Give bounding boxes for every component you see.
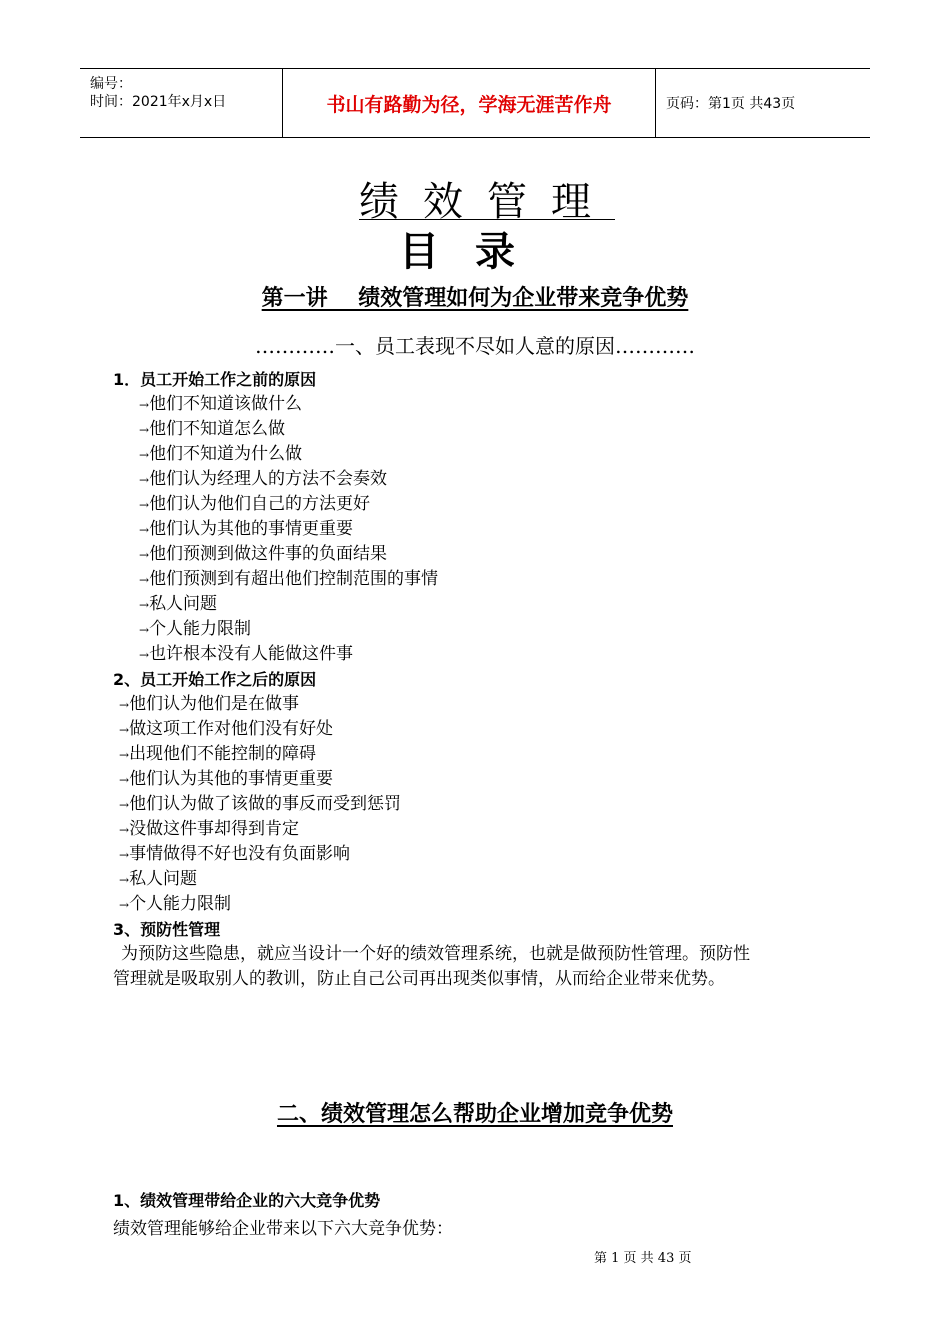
arrow-right-icon: → xyxy=(119,873,130,887)
section1-list xyxy=(113,392,853,667)
list-item xyxy=(113,742,853,767)
list-item xyxy=(113,392,853,417)
list-item xyxy=(113,517,853,542)
arrow-right-icon: → xyxy=(119,798,130,812)
list-item-text: 他们认为做了该做的事反而受到惩罚 xyxy=(129,794,402,814)
list-item-text: 出现他们不能控制的障碍 xyxy=(129,744,317,764)
list-item-text: 他们预测到做这件事的负面结果 xyxy=(149,544,388,564)
arrow-right-icon: → xyxy=(119,773,130,787)
list-item-text: 他们认为经理人的方法不会奏效 xyxy=(149,469,388,489)
arrow-right-icon: → xyxy=(139,598,150,612)
list-item xyxy=(113,692,853,717)
list-item-text: 他们认为他们自己的方法更好 xyxy=(149,494,371,514)
part2-heading: 二、绩效管理怎么帮助企业增加竞争优势 xyxy=(276,1102,673,1127)
main-content xyxy=(113,367,853,992)
list-item-text: 没做这件事却得到肯定 xyxy=(129,819,300,839)
list-item-text: 私人问题 xyxy=(129,869,198,889)
list-item-text: 做这项工作对他们没有好处 xyxy=(129,719,334,739)
list-item xyxy=(113,617,853,642)
arrow-right-icon: → xyxy=(139,623,150,637)
list-item xyxy=(113,642,853,667)
list-item xyxy=(113,492,853,517)
list-item-text: 他们不知道为什么做 xyxy=(149,444,303,464)
toc-title: 目录 xyxy=(399,229,551,275)
list-item-text: 他们不知道该做什么 xyxy=(149,394,303,414)
part2-subheading: 1、绩效管理带给企业的六大竞争优势 xyxy=(113,1191,381,1210)
list-item xyxy=(113,817,853,842)
arrow-right-icon: → xyxy=(139,448,150,462)
section1-heading: 1．员工开始工作之前的原因 xyxy=(113,370,317,389)
document-title: 绩效管理 xyxy=(359,179,615,225)
list-item-text: 也许根本没有人能做这件事 xyxy=(149,644,354,664)
list-item xyxy=(113,867,853,892)
date-label: 时间：2021年x月x日 xyxy=(90,94,227,110)
list-item-text: 个人能力限制 xyxy=(129,894,232,914)
page-footer: 第 1 页 共 43 页 xyxy=(594,1251,692,1266)
header-page-info: 页码：第1页 共43页 xyxy=(666,96,796,112)
part2-text: 绩效管理能够给企业带来以下六大竞争优势： xyxy=(113,1219,453,1239)
arrow-right-icon: → xyxy=(139,573,150,587)
arrow-right-icon: → xyxy=(119,823,130,837)
arrow-right-icon: → xyxy=(119,898,130,912)
header-table xyxy=(80,68,870,138)
list-item xyxy=(113,767,853,792)
list-item xyxy=(113,717,853,742)
arrow-right-icon: → xyxy=(139,498,150,512)
arrow-right-icon: → xyxy=(139,523,150,537)
arrow-right-icon: → xyxy=(139,648,150,662)
arrow-right-icon: → xyxy=(139,398,150,412)
list-item-text: 事情做得不好也没有负面影响 xyxy=(129,844,351,864)
list-item xyxy=(113,892,853,917)
list-item xyxy=(113,842,853,867)
section3-heading: 3、预防性管理 xyxy=(113,920,221,939)
list-item xyxy=(113,592,853,617)
list-item-text: 私人问题 xyxy=(149,594,218,614)
list-item xyxy=(113,792,853,817)
arrow-right-icon: → xyxy=(139,423,150,437)
list-item xyxy=(113,542,853,567)
arrow-right-icon: → xyxy=(119,723,130,737)
list-item-text: 个人能力限制 xyxy=(149,619,252,639)
list-item xyxy=(113,417,853,442)
list-item-text: 他们认为其他的事情更重要 xyxy=(129,769,334,789)
section3-paragraph: 为预防这些隐患，就应当设计一个好的绩效管理系统，也就是做预防性管理。预防性 管理就是吸取别人的教训，防止自己公司再出现类似事情，从而给企业带来优势。 xyxy=(113,944,750,989)
arrow-right-icon: → xyxy=(139,473,150,487)
header-meta-cell xyxy=(80,69,283,137)
arrow-right-icon: → xyxy=(139,548,150,562)
list-item xyxy=(113,442,853,467)
list-item-text: 他们认为其他的事情更重要 xyxy=(149,519,354,539)
list-item xyxy=(113,567,853,592)
header-motto: 书山有路勤为径，学海无涯苦作舟 xyxy=(283,69,656,137)
list-item-text: 他们预测到有超出他们控制范围的事情 xyxy=(149,569,439,589)
section2-heading: 2、员工开始工作之后的原因 xyxy=(113,670,317,689)
section2-list xyxy=(113,692,853,917)
list-item-text: 他们不知道怎么做 xyxy=(149,419,286,439)
lecture-heading: 第一讲 绩效管理如何为企业带来竞争优势 xyxy=(261,286,689,311)
code-label: 编号： xyxy=(90,76,132,92)
list-item-text: 他们认为他们是在做事 xyxy=(129,694,300,714)
arrow-right-icon: → xyxy=(119,748,130,762)
arrow-right-icon: → xyxy=(119,848,130,862)
subheading: …………一、员工表现不尽如人意的原因………… xyxy=(255,334,695,358)
list-item xyxy=(113,467,853,492)
arrow-right-icon: → xyxy=(119,698,130,712)
